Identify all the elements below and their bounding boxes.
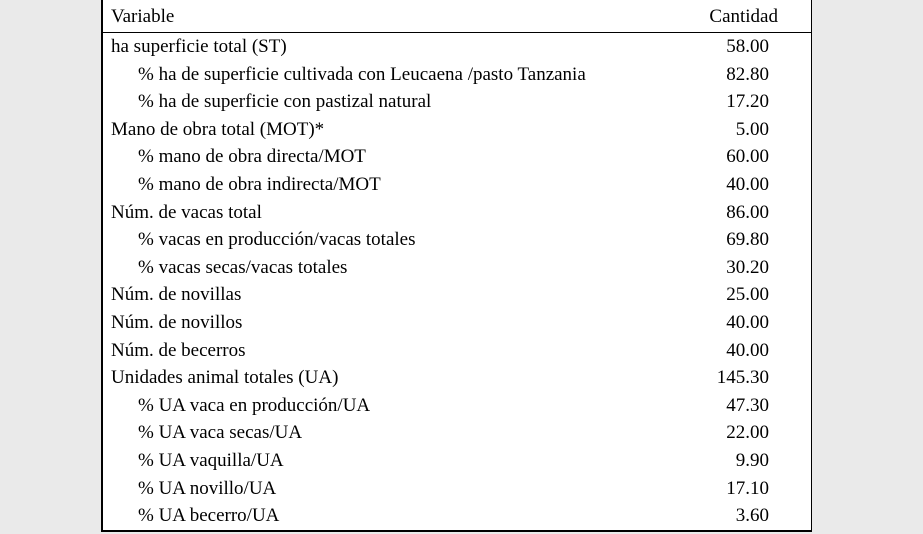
row-value: 47.30 [726,394,769,416]
table-row [103,35,811,63]
row-label: % UA vaquilla/UA [138,449,284,471]
row-value: 3.60 [735,505,769,527]
row-value: 17.20 [726,91,769,113]
row-value: 40.00 [726,339,769,361]
table-row [103,63,811,91]
table-row [103,366,811,394]
table-row [103,283,811,311]
row-label: % ha de superficie cultivada con Leucaena /pasto Tanzania [138,63,586,85]
row-label: Mano de obra total (MOT)* [111,118,325,140]
row-value: 82.80 [726,63,769,85]
row-value: 58.00 [726,36,769,57]
table-row [103,421,811,449]
row-label: % UA novillo/UA [138,477,277,499]
table-row [103,256,811,284]
table-row [103,504,811,532]
row-label: Núm. de becerros [111,339,246,361]
row-value: 86.00 [726,201,769,223]
row-value: 30.20 [726,256,769,278]
table-row [103,394,811,422]
row-label: % UA vaca secas/UA [138,422,303,444]
row-label: ha superficie total (ST) [111,36,287,57]
row-label: Núm. de vacas total [111,201,262,223]
row-value: 40.00 [726,173,769,195]
row-label: Núm. de novillas [111,284,242,306]
row-value: 145.30 [716,367,769,389]
table-row [103,228,811,256]
row-label: % mano de obra directa/MOT [138,146,366,168]
row-label: % vacas en producción/vacas totales [138,229,416,251]
row-label: % ha de superficie con pastizal natural [138,91,432,113]
table-header [103,0,811,33]
data-table [101,0,812,532]
row-label: % vacas secas/vacas totales [138,256,348,278]
table-row [103,145,811,173]
table-row [103,118,811,146]
row-value: 22.00 [726,422,769,444]
table-row [103,339,811,367]
header-variable: Variable [111,6,175,27]
row-value: 17.10 [726,477,769,499]
row-value: 9.90 [735,449,769,471]
row-value: 5.00 [735,118,769,140]
table-row [103,311,811,339]
table-row [103,173,811,201]
row-label: Núm. de novillos [111,311,243,333]
row-label: % UA becerro/UA [138,505,280,527]
header-quantity: Cantidad [709,6,778,27]
table-body [103,35,811,532]
row-value: 60.00 [726,146,769,168]
row-value: 69.80 [726,229,769,251]
table-row [103,201,811,229]
table-row [103,477,811,505]
row-label: % UA vaca en producción/UA [138,394,371,416]
row-value: 25.00 [726,284,769,306]
table-row [103,449,811,477]
row-value: 40.00 [726,311,769,333]
row-label: % mano de obra indirecta/MOT [138,173,381,195]
table-row [103,90,811,118]
row-label: Unidades animal totales (UA) [111,367,339,389]
